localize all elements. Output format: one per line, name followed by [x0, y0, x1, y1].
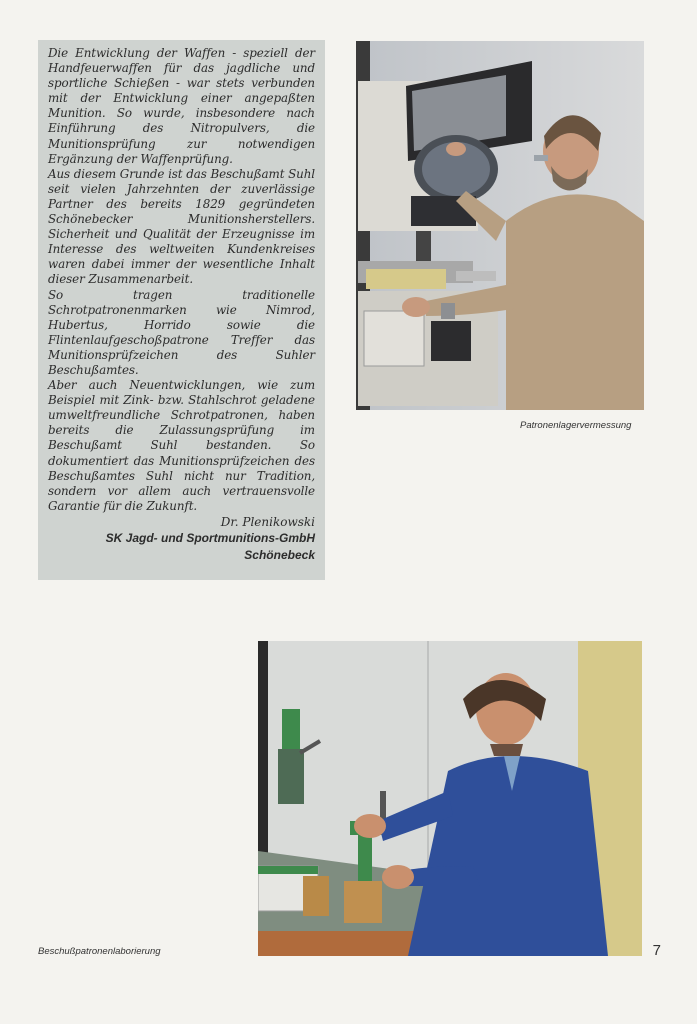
page-number: 7	[652, 942, 661, 959]
photo-chamber-measurement-image	[356, 41, 644, 410]
author-signature: Dr. Plenikowski	[220, 514, 315, 529]
company-location: Schönebeck	[244, 547, 315, 562]
photo-cartridge-loading	[258, 641, 642, 956]
article-text-box	[38, 40, 325, 580]
article-paragraph-1: Die Entwicklung der Waffen - speziell der Handfeuerwaffen für das jagdliche und sportliche Schießen - war stets verbunden mit der Entwicklung einer angepaßten Munition. So wurde, insbesondere nach Einführung des Nitropulvers, die Munitionsprüfung zur notwendigen Ergänzung der Waffenprüfung.	[48, 46, 315, 166]
photo-cartridge-loading-image	[258, 641, 642, 956]
article-paragraph-3: So tragen traditionelle Schrotpatronenmarken wie Nimrod, Hubertus, Horrido sowie die Flintenlaufgeschoßpatrone Treffer das Munitionsprüfzeichen des Suhler Beschußamtes.	[48, 287, 315, 377]
photo-chamber-measurement	[356, 41, 644, 410]
article-paragraph-4: Aber auch Neuentwicklungen, wie zum Beispiel mit Zink- bzw. Stahlschrot geladene umweltfreundliche Schrotpatronen, haben bereits die Zulassungsprüfung im Beschußamt Suhl bestanden. So dokumentiert das Munitionsprüfzeichen des Beschußamtes Suhl nicht nur Tradition, sondern vor allem auch vertrauensvolle Garantie für die Zukunft.	[48, 378, 315, 513]
caption-chamber-measurement: Patronenlagervermessung	[520, 420, 632, 431]
article-paragraph-2: Aus diesem Grunde ist das Beschußamt Suhl seit vielen Jahrzehnten der zuverlässige Partner des bereits 1829 gegründeten Schönebecker Munitionsherstellers. Sicherheit und Qualität der Erzeugnisse im Interesse des weltweiten Kundenkreises waren dabei immer der wesentliche Inhalt dieser Zusammenarbeit.	[48, 166, 315, 287]
caption-cartridge-loading: Beschußpatronenlaborierung	[38, 946, 161, 957]
company-name: SK Jagd- und Sportmunitions-GmbH	[105, 530, 315, 545]
